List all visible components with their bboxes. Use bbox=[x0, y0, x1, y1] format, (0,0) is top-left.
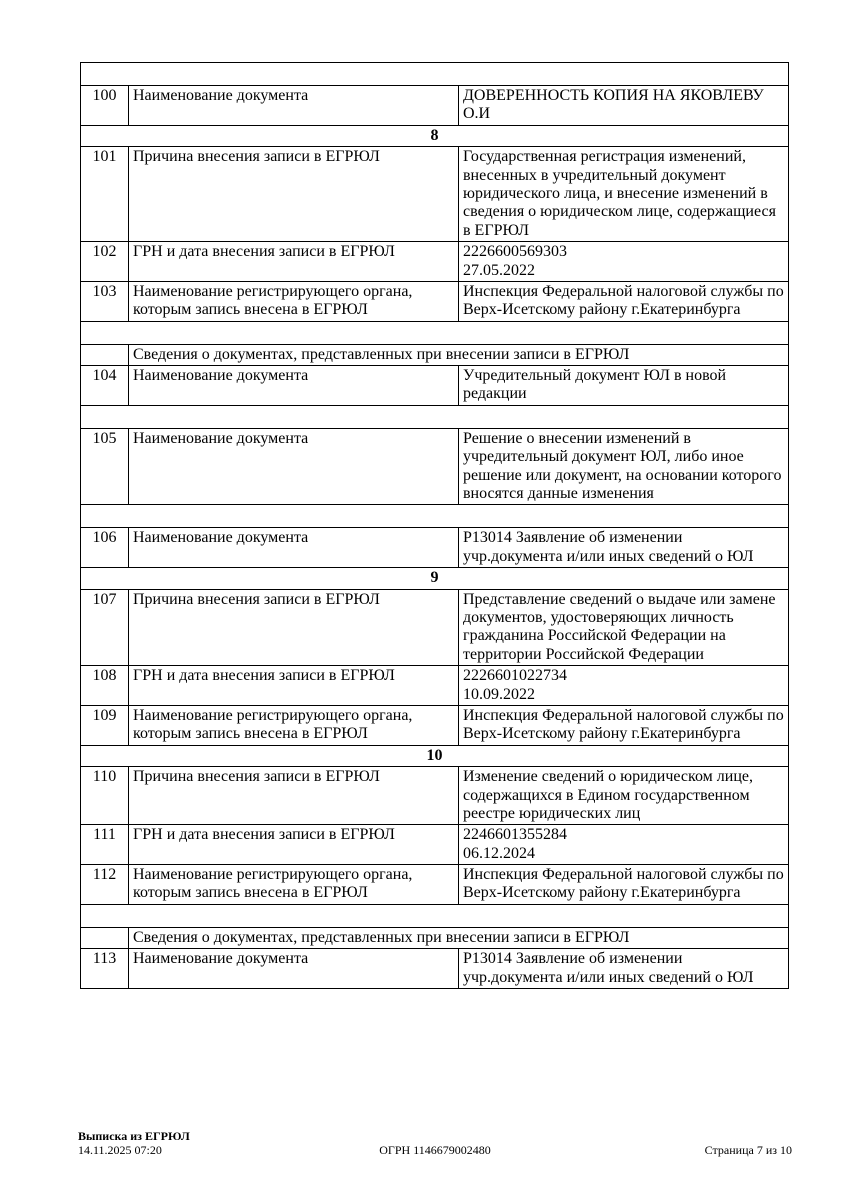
row-number-cell: 110 bbox=[81, 767, 129, 825]
row-number-cell: 109 bbox=[81, 705, 129, 745]
group-number-cell: 9 bbox=[81, 568, 789, 589]
attribute-value-cell: ДОВЕРЕННОСТЬ КОПИЯ НА ЯКОВЛЕВУ О.И bbox=[459, 86, 789, 126]
row-number-cell: 106 bbox=[81, 528, 129, 568]
attribute-name-cell: ГРН и дата внесения записи в ЕГРЮЛ bbox=[129, 242, 459, 282]
attribute-value-cell: Представление сведений о выдаче или замене документов, удостоверяющих личность гражданина Российской Федерации на территории Российской Федерации bbox=[459, 589, 789, 666]
spacer-row bbox=[81, 505, 789, 528]
row-number-cell: 113 bbox=[81, 949, 129, 989]
attribute-value-cell: Государственная регистрация изменений, внесенных в учредительный документ юридического лица, и внесение изменений в сведения о юридическом лице, содержащиеся в ЕГРЮЛ bbox=[459, 147, 789, 242]
footer-datetime: 14.11.2025 07:20 bbox=[78, 1142, 162, 1157]
record-row bbox=[81, 666, 789, 706]
egrul-records-table bbox=[80, 62, 789, 989]
row-number-cell: 103 bbox=[81, 281, 129, 321]
row-number-cell: 105 bbox=[81, 428, 129, 505]
attribute-name-cell: Наименование документа bbox=[129, 528, 459, 568]
attribute-name-cell: Наименование регистрирующего органа, которым запись внесена в ЕГРЮЛ bbox=[129, 865, 459, 905]
spacer-cell bbox=[81, 63, 789, 86]
egrul-table-body bbox=[81, 63, 789, 989]
attribute-name-cell: Наименование документа bbox=[129, 86, 459, 126]
attribute-value-cell: Р13014 Заявление об изменении учр.документа и/или иных сведений о ЮЛ bbox=[459, 528, 789, 568]
attribute-name-cell: Наименование документа bbox=[129, 428, 459, 505]
row-number-cell: 100 bbox=[81, 86, 129, 126]
group-number-cell: 10 bbox=[81, 745, 789, 766]
row-number-cell: 111 bbox=[81, 825, 129, 865]
attribute-name-cell: Наименование регистрирующего органа, которым запись внесена в ЕГРЮЛ bbox=[129, 705, 459, 745]
footer-ogrn: ОГРН 1146679002480 bbox=[379, 1142, 491, 1157]
group-row bbox=[81, 125, 789, 146]
section-title-cell: Сведения о документах, представленных при внесении записи в ЕГРЮЛ bbox=[129, 927, 789, 948]
spacer-row bbox=[81, 904, 789, 927]
group-number-cell: 8 bbox=[81, 125, 789, 146]
attribute-name-cell: Причина внесения записи в ЕГРЮЛ bbox=[129, 147, 459, 242]
attribute-name-cell: ГРН и дата внесения записи в ЕГРЮЛ bbox=[129, 666, 459, 706]
spacer-row bbox=[81, 405, 789, 428]
attribute-name-cell: Наименование регистрирующего органа, которым запись внесена в ЕГРЮЛ bbox=[129, 281, 459, 321]
spacer-cell bbox=[81, 904, 789, 927]
page-footer bbox=[78, 1130, 792, 1158]
section-title-cell: Сведения о документах, представленных при внесении записи в ЕГРЮЛ bbox=[129, 344, 789, 365]
record-row bbox=[81, 366, 789, 406]
record-row bbox=[81, 949, 789, 989]
row-number-cell: 107 bbox=[81, 589, 129, 666]
spacer-cell bbox=[81, 405, 789, 428]
attribute-value-cell: Изменение сведений о юридическом лице, содержащихся в Едином государственном реестре юридических лиц bbox=[459, 767, 789, 825]
row-number-cell: 104 bbox=[81, 366, 129, 406]
attribute-name-cell: ГРН и дата внесения записи в ЕГРЮЛ bbox=[129, 825, 459, 865]
record-row bbox=[81, 147, 789, 242]
spacer-row bbox=[81, 321, 789, 344]
record-row bbox=[81, 528, 789, 568]
record-row bbox=[81, 428, 789, 505]
row-number-cell: 112 bbox=[81, 865, 129, 905]
attribute-value-cell: Инспекция Федеральной налоговой службы по Верх-Исетскому району г.Екатеринбурга bbox=[459, 281, 789, 321]
row-number-cell bbox=[81, 344, 129, 365]
attribute-value-cell: Решение о внесении изменений в учредительный документ ЮЛ, либо иное решение или документ, на основании которого вносятся данные изменения bbox=[459, 428, 789, 505]
attribute-value-cell: Инспекция Федеральной налоговой службы по Верх-Исетскому району г.Екатеринбурга bbox=[459, 705, 789, 745]
record-row bbox=[81, 281, 789, 321]
record-row bbox=[81, 589, 789, 666]
record-row bbox=[81, 705, 789, 745]
attribute-value-cell: Учредительный документ ЮЛ в новой редакции bbox=[459, 366, 789, 406]
footer-left-block bbox=[78, 1130, 316, 1158]
record-row bbox=[81, 825, 789, 865]
row-number-cell: 108 bbox=[81, 666, 129, 706]
attribute-value-cell: 2246601355284 06.12.2024 bbox=[459, 825, 789, 865]
attribute-name-cell: Причина внесения записи в ЕГРЮЛ bbox=[129, 767, 459, 825]
group-row bbox=[81, 568, 789, 589]
attribute-value-cell: Инспекция Федеральной налоговой службы по Верх-Исетскому району г.Екатеринбурга bbox=[459, 865, 789, 905]
attribute-value-cell: Р13014 Заявление об изменении учр.документа и/или иных сведений о ЮЛ bbox=[459, 949, 789, 989]
footer-page-number: Страница 7 из 10 bbox=[704, 1142, 792, 1157]
section-row bbox=[81, 927, 789, 948]
spacer-cell bbox=[81, 505, 789, 528]
row-number-cell: 102 bbox=[81, 242, 129, 282]
footer-document-title: Выписка из ЕГРЮЛ bbox=[78, 1129, 190, 1143]
record-row bbox=[81, 865, 789, 905]
attribute-name-cell: Наименование документа bbox=[129, 366, 459, 406]
spacer-row bbox=[81, 63, 789, 86]
record-row bbox=[81, 767, 789, 825]
row-number-cell bbox=[81, 927, 129, 948]
record-row bbox=[81, 86, 789, 126]
attribute-value-cell: 2226600569303 27.05.2022 bbox=[459, 242, 789, 282]
attribute-value-cell: 2226601022734 10.09.2022 bbox=[459, 666, 789, 706]
attribute-name-cell: Наименование документа bbox=[129, 949, 459, 989]
row-number-cell: 101 bbox=[81, 147, 129, 242]
record-row bbox=[81, 242, 789, 282]
spacer-cell bbox=[81, 321, 789, 344]
group-row bbox=[81, 745, 789, 766]
section-row bbox=[81, 344, 789, 365]
attribute-name-cell: Причина внесения записи в ЕГРЮЛ bbox=[129, 589, 459, 666]
